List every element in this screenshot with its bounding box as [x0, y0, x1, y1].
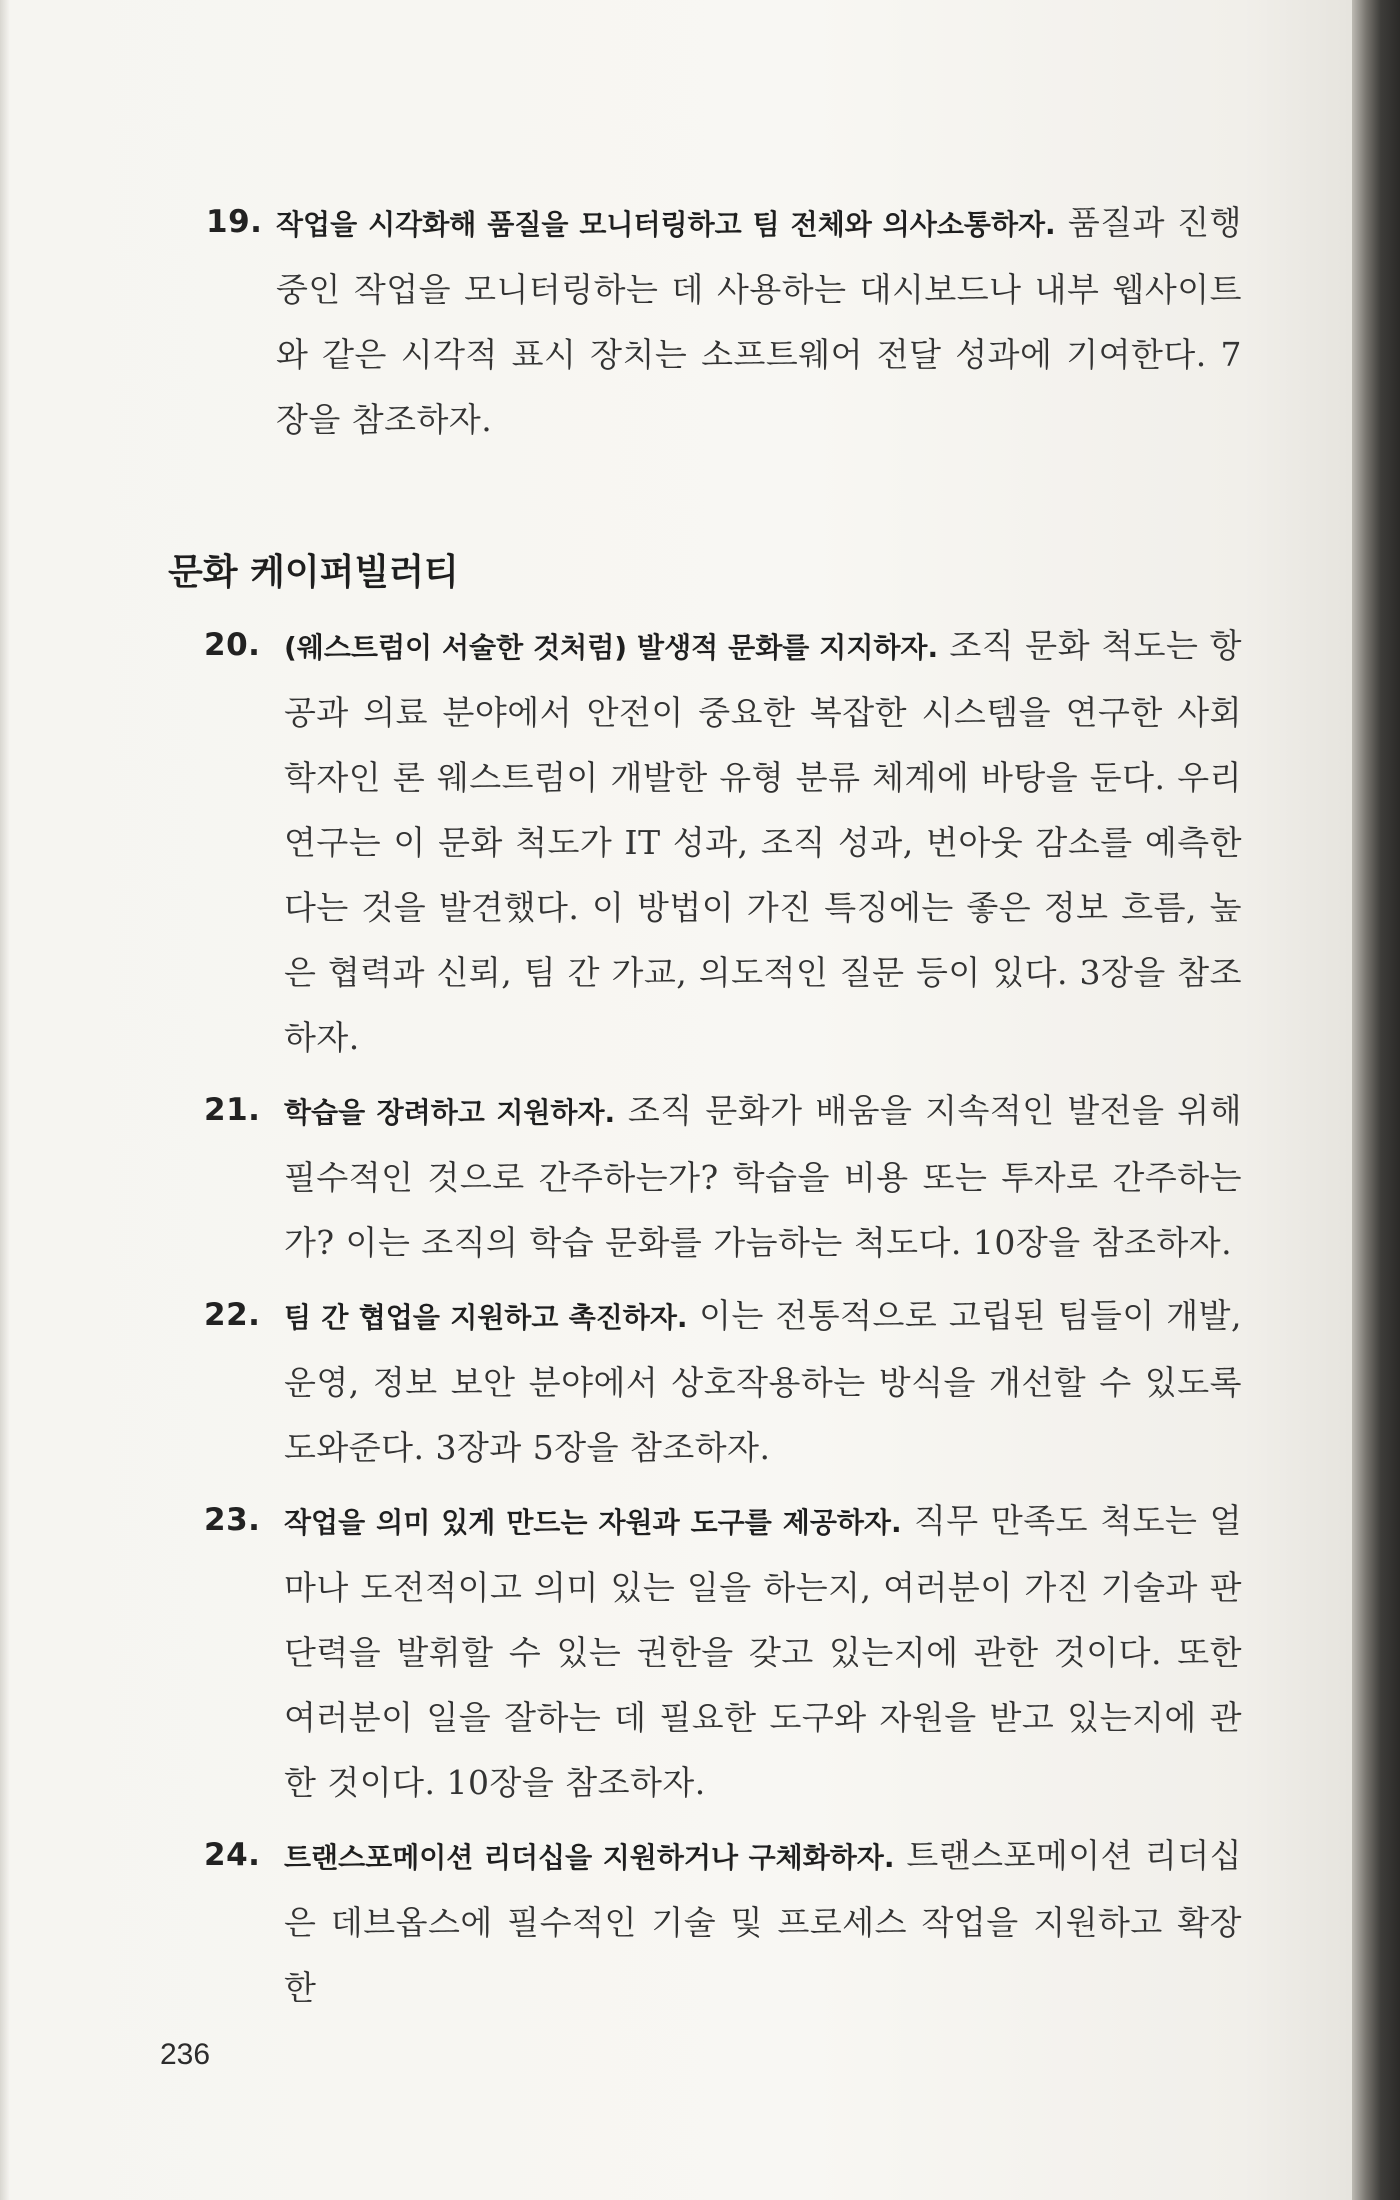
item-number: 23. — [204, 1502, 261, 1538]
list-item-22 — [172, 1283, 1242, 1480]
item-body: 직무 만족도 척도는 얼마나 도전적이고 의미 있는 일을 하는지, 여러분이 가진 기술과 판단력을 발휘할 수 있는 권한을 갖고 있는지에 관한 것이다. 또한 여러분이 일을 잘하는 데 필요한 도구와 자원을 받고 있는지에 관한 것이다. 10장을 참조하자. — [284, 1501, 1242, 1802]
page-number: 236 — [160, 2038, 211, 2071]
book-spine-shadow — [1352, 0, 1400, 2200]
item-body: 조직 문화가 배움을 지속적인 발전을 위해 필수적인 것으로 간주하는가? 학습을 비용 또는 투자로 간주하는가? 이는 조직의 학습 문화를 가늠하는 척도다. 10장을 참조하자. — [284, 1091, 1242, 1262]
item-number: 20. — [204, 627, 261, 663]
item-body: 조직 문화 척도는 항공과 의료 분야에서 안전이 중요한 복잡한 시스템을 연구한 사회학자인 론 웨스트럼이 개발한 유형 분류 체계에 바탕을 둔다. 우리 연구는 이 문화 척도가 IT 성과, 조직 성과, 번아웃 감소를 예측한다는 것을 발견했다. 이 방법이 가진 특징에는 좋은 정보 흐름, 높은 협력과 신뢰, 팀 간 가교, 의도적인 질문 등이 있다. 3장을 참조하자. — [284, 626, 1243, 1057]
page-left-edge — [0, 0, 10, 2200]
item-body: 품질과 진행 중인 작업을 모니터링하는 데 사용하는 대시보드나 내부 웹사이트와 같은 시각적 표시 장치는 소프트웨어 전달 성과에 기여한다. 7장을 참조하자. — [276, 203, 1242, 439]
item-lead: (웨스트럼이 서술한 것처럼) 발생적 문화를 지지하자. — [284, 631, 939, 664]
list-item-24 — [172, 1823, 1242, 2020]
list-item-23 — [172, 1488, 1242, 1815]
item-lead: 작업을 시각화해 품질을 모니터링하고 팀 전체와 의사소통하자. — [276, 208, 1056, 241]
item-number: 21. — [204, 1092, 261, 1128]
item-number: 24. — [204, 1837, 261, 1873]
item-number: 22. — [204, 1297, 261, 1333]
list-item-20 — [172, 613, 1242, 1070]
item-body: 트랜스포메이션 리더십은 데브옵스에 필수적인 기술 및 프로세스 작업을 지원하고 확장한 — [284, 1836, 1242, 2007]
list-item-19 — [172, 190, 1242, 452]
item-body: 이는 전통적으로 고립된 팀들이 개발, 운영, 정보 보안 분야에서 상호작용하는 방식을 개선할 수 있도록 도와준다. 3장과 5장을 참조하자. — [284, 1296, 1243, 1467]
item-lead: 트랜스포메이션 리더십을 지원하거나 구체화하자. — [284, 1841, 895, 1874]
item-lead: 작업을 의미 있게 만드는 자원과 도구를 제공하자. — [284, 1506, 902, 1539]
item-number: 19. — [206, 204, 263, 240]
item-lead: 학습을 장려하고 지원하자. — [284, 1096, 616, 1129]
item-lead: 팀 간 협업을 지원하고 촉진하자. — [284, 1301, 688, 1334]
section-heading: 문화 케이퍼빌러티 — [168, 552, 459, 593]
list-item-21 — [172, 1078, 1242, 1275]
page-content — [168, 190, 1243, 2028]
